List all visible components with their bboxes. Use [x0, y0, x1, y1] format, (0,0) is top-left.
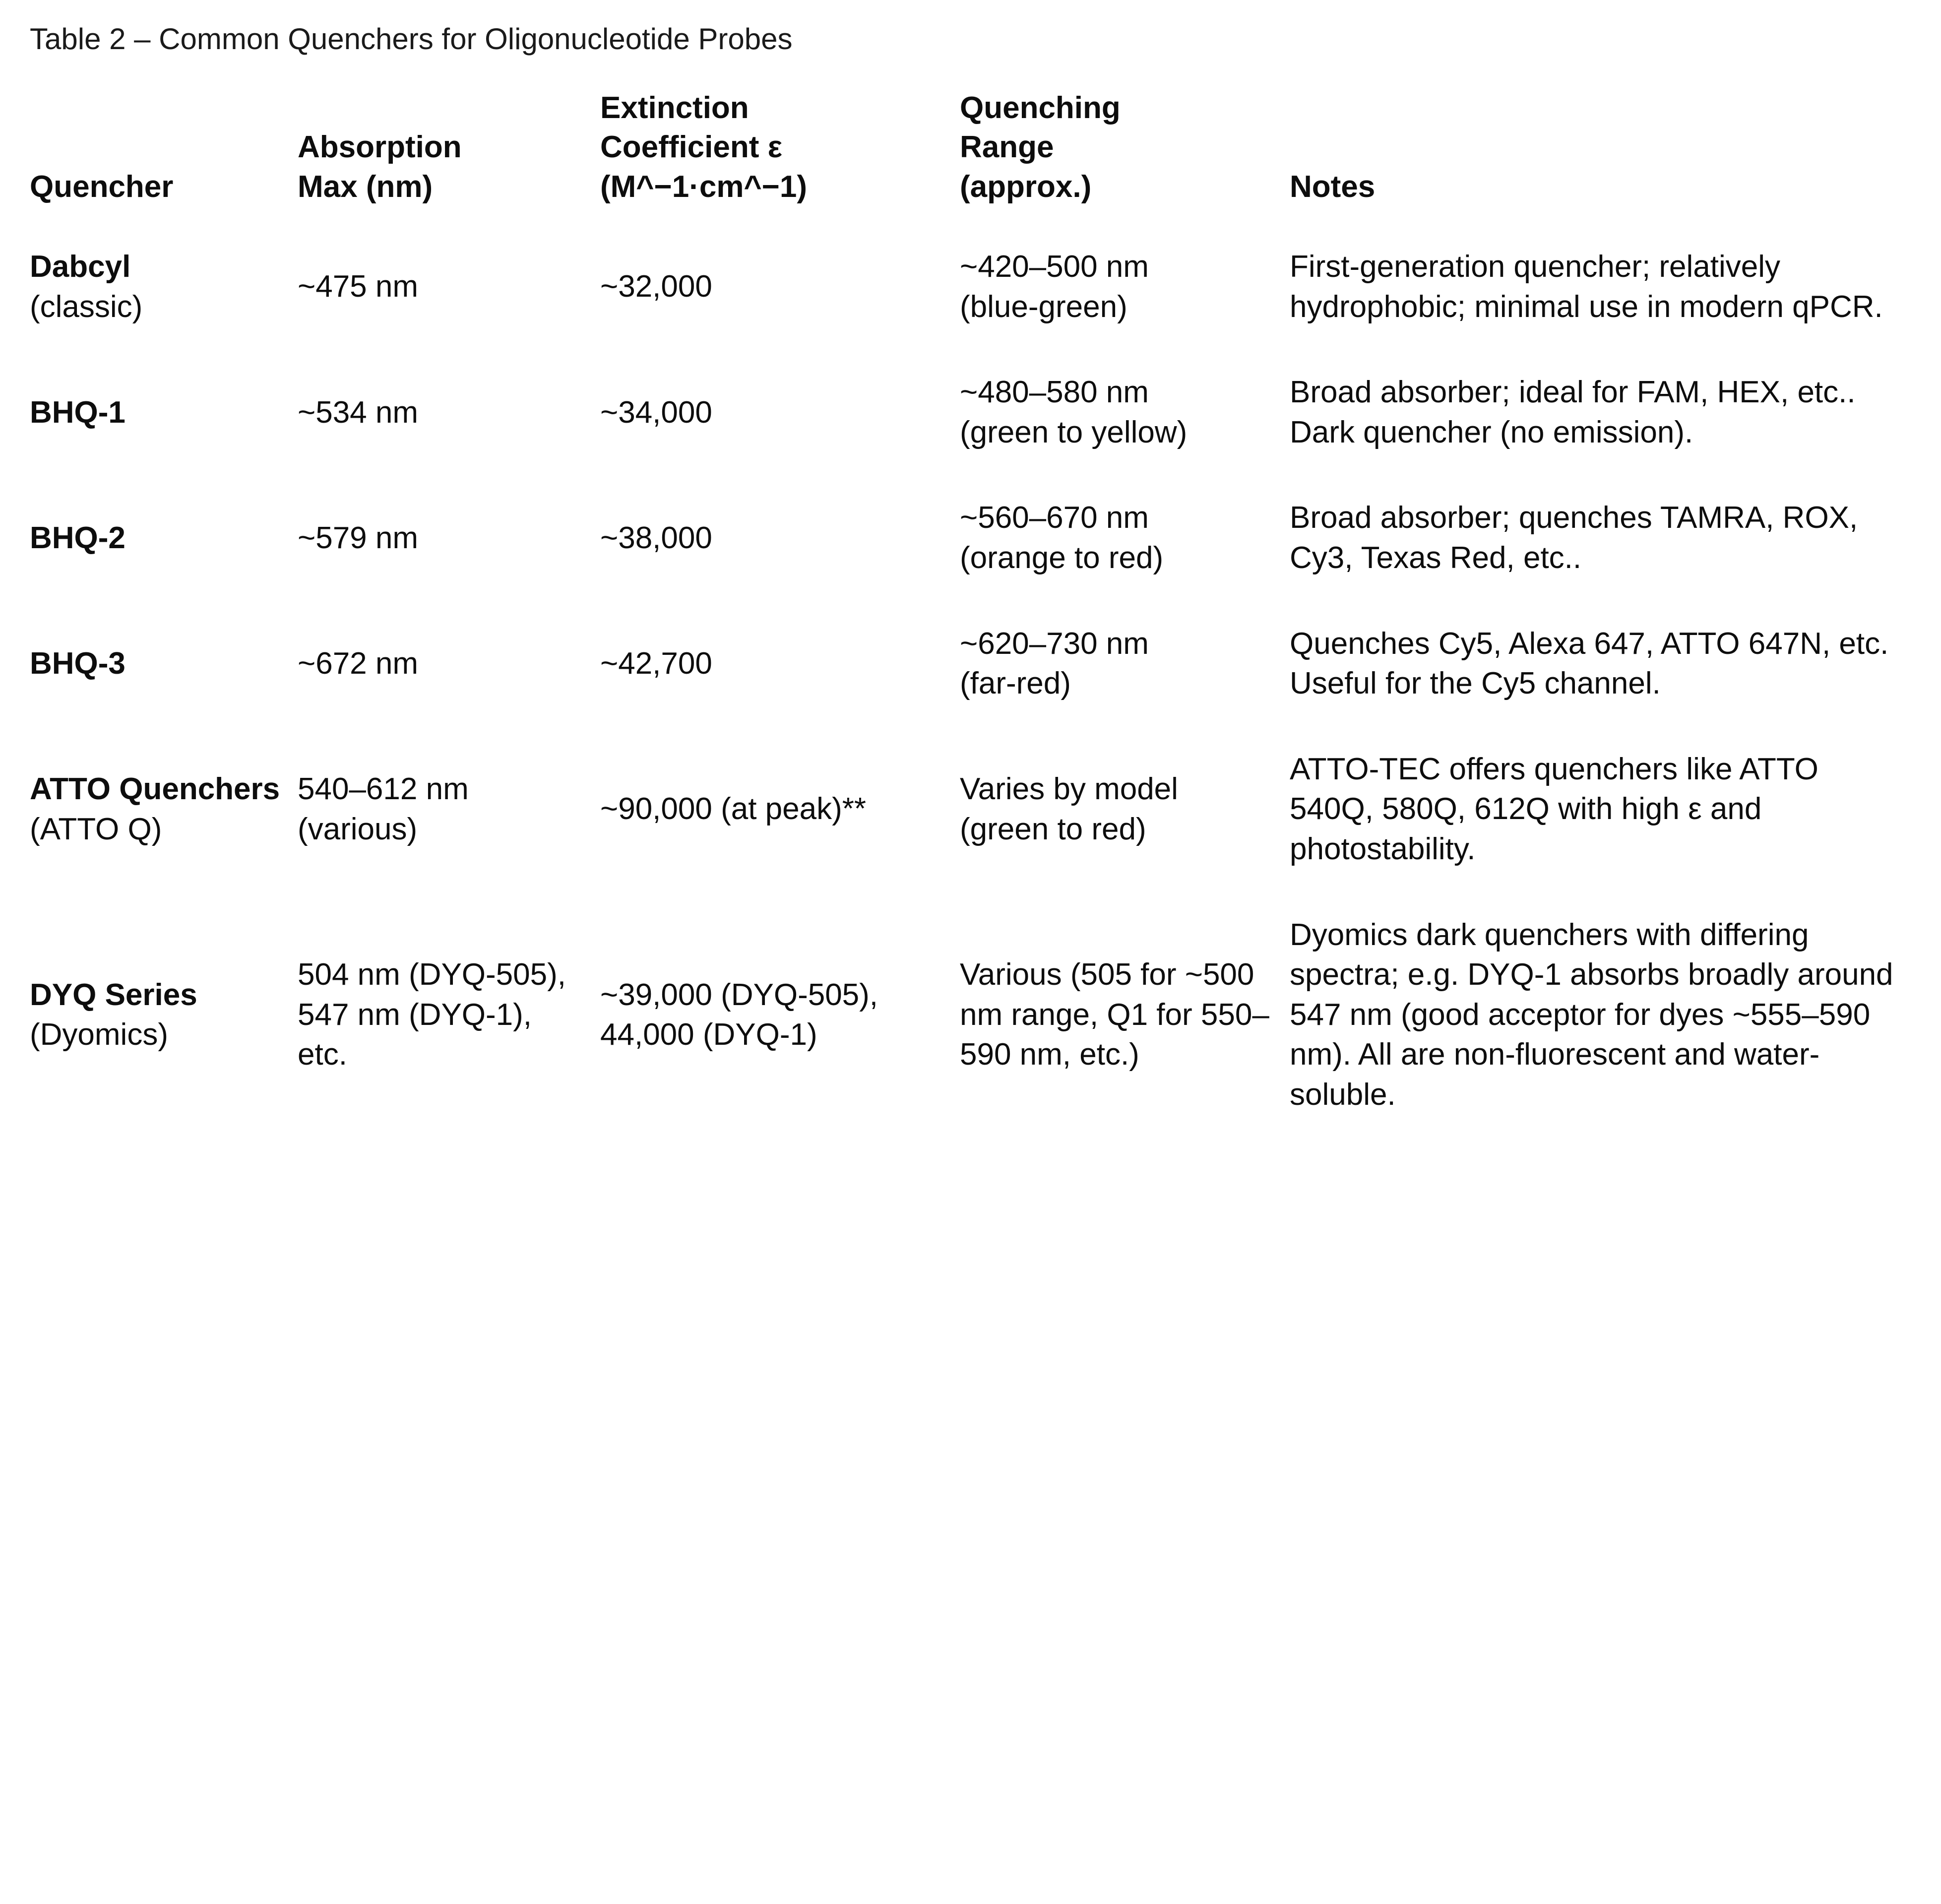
quencher-name: ATTO Quenchers [30, 772, 280, 807]
table-row [30, 892, 1910, 1138]
quenching-range-line: (green to yellow) [960, 415, 1188, 449]
table-header-row [30, 88, 1910, 224]
cell-quenching-range [960, 475, 1290, 601]
cell-notes: Quenches Cy5, Alexa 647, ATTO 647N, etc. Useful for the Cy5 channel. [1290, 626, 1889, 701]
table-row [30, 727, 1910, 892]
column-header-notes [1290, 88, 1910, 224]
quencher-name: BHQ-2 [30, 520, 125, 555]
cell-absorption-max: ~579 nm [298, 520, 419, 555]
column-header-quenching-range [960, 88, 1290, 224]
column-header-extinction-coefficient [600, 88, 960, 224]
cell-notes: First-generation quencher; relatively hydrophobic; minimal use in modern qPCR. [1290, 250, 1883, 324]
cell-quencher-name [30, 350, 298, 475]
cell-quencher-name [30, 601, 298, 727]
quencher-name-sub: (Dyomics) [30, 1017, 168, 1052]
quenching-range-line: ~420–500 nm [960, 250, 1149, 284]
quenching-range-line: Varies by model [960, 772, 1178, 807]
quenching-range-line: (green to red) [960, 812, 1146, 846]
header-line: Extinction [600, 91, 749, 125]
quenching-range-line: (far-red) [960, 666, 1071, 701]
column-header-quencher [30, 88, 298, 224]
header-line: Coefficient ε [600, 130, 783, 165]
cell-quencher-name [30, 475, 298, 601]
quencher-name: DYQ Series [30, 977, 197, 1012]
cell-extinction-coefficient: ~38,000 [600, 520, 712, 555]
cell-quencher-name [30, 727, 298, 892]
cell-extinction-coefficient: ~42,700 [600, 646, 712, 681]
quenching-range-line: (blue-green) [960, 289, 1127, 324]
header-line: Quenching [960, 91, 1121, 125]
cell-absorption-max: 504 nm (DYQ-505), 547 nm (DYQ-1), etc. [298, 957, 566, 1072]
header-line: Range [960, 130, 1054, 165]
cell-extinction-coefficient: ~39,000 (DYQ-505), 44,000 (DYQ-1) [600, 977, 878, 1052]
cell-absorption-max: ~672 nm [298, 646, 419, 681]
quencher-name: BHQ-1 [30, 395, 125, 430]
cell-notes: Dyomics dark quenchers with differing spectra; e.g. DYQ-1 absorbs broadly around 547 nm (good acceptor for dyes ~555–590 nm). All are non-fluorescent and water-soluble. [1290, 917, 1893, 1112]
table-row [30, 601, 1910, 727]
cell-quenching-range [960, 601, 1290, 727]
table-header [30, 88, 1910, 224]
header-line: (M^−1·cm^−1) [600, 169, 807, 204]
cell-absorption-max: 540–612 nm (various) [298, 772, 469, 846]
cell-notes: Broad absorber; quenches TAMRA, ROX, Cy3, Texas Red, etc.. [1290, 501, 1858, 575]
cell-quenching-range [960, 350, 1290, 475]
quencher-name: Dabcyl [30, 250, 131, 284]
cell-quenching-range [960, 224, 1290, 350]
cell-extinction-coefficient: ~32,000 [600, 269, 712, 304]
quenching-range-line: (orange to red) [960, 541, 1164, 575]
header-line: Absorption [298, 130, 462, 165]
quenching-range-line: ~620–730 nm [960, 626, 1149, 661]
header-line: Max (nm) [298, 169, 433, 204]
quencher-name-sub: (ATTO Q) [30, 812, 162, 846]
quenching-range-line: Various (505 for ~500 nm range, Q1 for 550–590 nm, etc.) [960, 957, 1269, 1072]
table-caption: Table 2 – Common Quenchers for Oligonucleotide Probes [30, 22, 793, 56]
cell-quenching-range [960, 727, 1290, 892]
quencher-table [30, 88, 1910, 1138]
quenching-range-line: ~480–580 nm [960, 375, 1149, 410]
table-body [30, 224, 1910, 1138]
table-row [30, 350, 1910, 475]
quenching-range-line: ~560–670 nm [960, 501, 1149, 535]
header-line: Quencher [30, 169, 174, 204]
header-line: (approx.) [960, 169, 1092, 204]
cell-absorption-max: ~534 nm [298, 395, 419, 430]
cell-quencher-name [30, 224, 298, 350]
cell-extinction-coefficient: ~90,000 (at peak)** [600, 792, 866, 826]
table-row [30, 475, 1910, 601]
cell-absorption-max: ~475 nm [298, 269, 419, 304]
column-header-absorption-max [298, 88, 600, 224]
quencher-name: BHQ-3 [30, 646, 125, 681]
cell-quencher-name [30, 892, 298, 1138]
cell-extinction-coefficient: ~34,000 [600, 395, 712, 430]
cell-notes: Broad absorber; ideal for FAM, HEX, etc.. Dark quencher (no emission). [1290, 375, 1856, 449]
table-row [30, 224, 1910, 350]
quencher-name-sub: (classic) [30, 289, 143, 324]
cell-notes: ATTO-TEC offers quenchers like ATTO 540Q, 580Q, 612Q with high ε and photostability. [1290, 752, 1818, 867]
cell-quenching-range [960, 892, 1290, 1138]
header-line: Notes [1290, 169, 1376, 204]
